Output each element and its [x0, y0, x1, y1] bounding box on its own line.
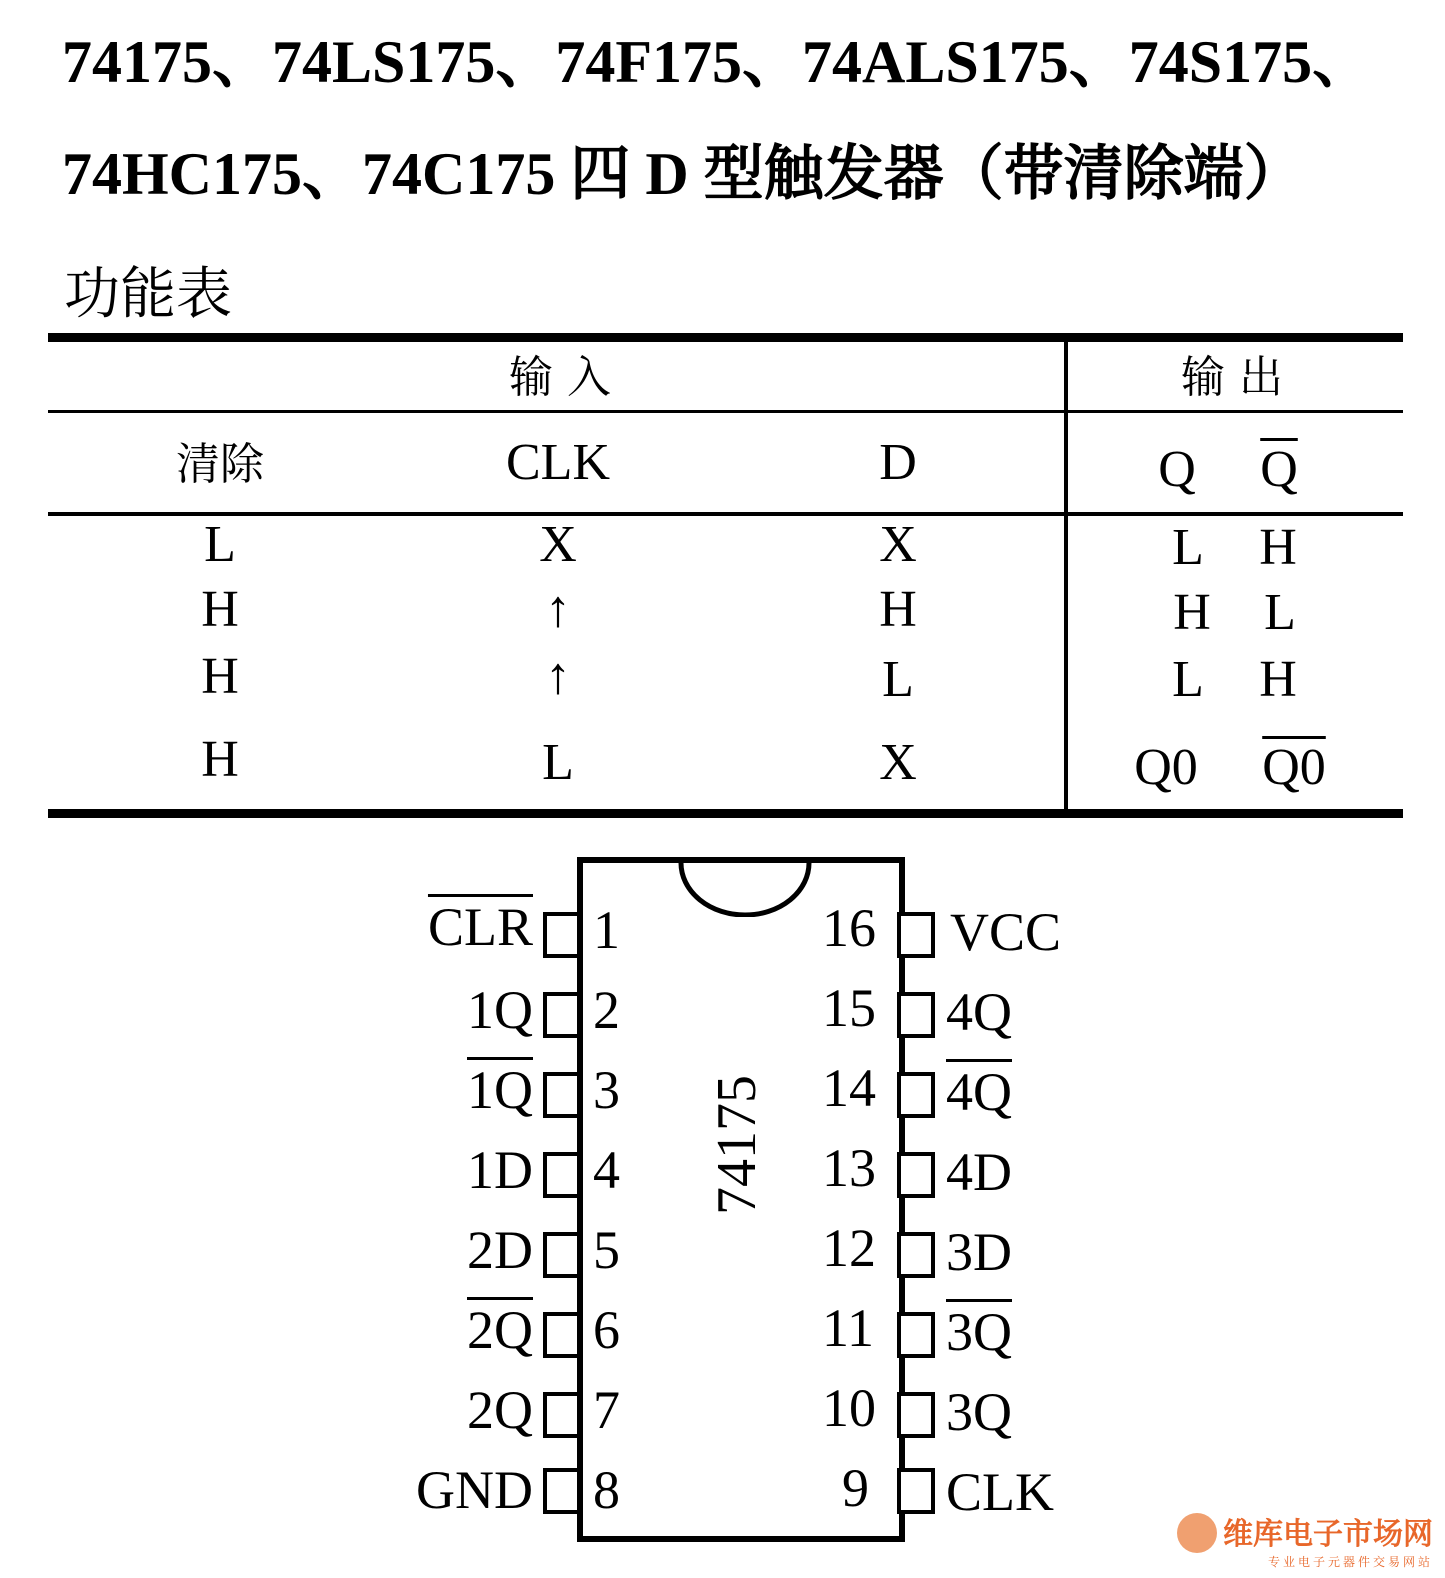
table-cell: H: [879, 581, 917, 638]
pin-3-label: 1Q: [467, 1060, 533, 1120]
table-cell: L: [882, 651, 914, 708]
pin-1: [543, 912, 581, 958]
pin-4: [543, 1152, 581, 1198]
pin-14-number: 14: [822, 1058, 876, 1118]
pin-11-label: 3Q: [946, 1302, 1012, 1362]
pin-15: [897, 992, 935, 1038]
table-cell: L: [204, 516, 236, 573]
pin-9-number: 9: [842, 1458, 869, 1518]
pin-6-number: 6: [593, 1300, 620, 1360]
pin-8-number: 8: [593, 1460, 620, 1520]
table-cell: H: [1173, 584, 1211, 641]
pin-15-number: 15: [822, 978, 876, 1038]
pin-1-label: $\overline{CLR}$: [427, 897, 533, 957]
pin-10-number: 10: [822, 1378, 876, 1438]
pin-7: [543, 1392, 581, 1438]
pin1-notch: [677, 857, 817, 917]
pin-2-number: 2: [593, 980, 620, 1040]
pin-8-label: GND: [416, 1460, 533, 1520]
table-cell: H: [201, 648, 239, 705]
watermark-logo: [1223, 1509, 1433, 1570]
pin-1-number: 1: [593, 900, 620, 960]
col-header-q-bar: $\overline{Q}$: [1260, 441, 1298, 498]
watermark-main-text: 维库电子市场网: [1223, 1517, 1433, 1552]
pin-11: [897, 1312, 935, 1358]
inputs-header: 输 入: [509, 352, 611, 403]
pin-7-number: 7: [593, 1380, 620, 1440]
pin-13: [897, 1152, 935, 1198]
pin-13-number: 13: [822, 1138, 876, 1198]
pin-3: [543, 1072, 581, 1118]
table-cell: L: [542, 734, 574, 791]
pin-9-label: CLK: [946, 1462, 1054, 1522]
table-cell: ↑: [545, 581, 571, 638]
pin-14-label: 4Q: [946, 1062, 1012, 1122]
pin-4-number: 4: [593, 1140, 620, 1200]
pin-11-number: 11: [822, 1298, 874, 1358]
pin-5: [543, 1232, 581, 1278]
pin-16: [897, 912, 935, 958]
pin-7-label: 2Q: [467, 1380, 533, 1440]
table-cell: Q0: [1262, 739, 1326, 796]
table-cell: H: [201, 731, 239, 788]
table-cell: L: [1172, 519, 1204, 576]
function-table-heading: 功能表: [64, 262, 232, 327]
title-line-1: 74175、74LS175、74F175、74ALS175、74S175、: [62, 29, 1373, 95]
table-cell: L: [1264, 584, 1296, 641]
pin-2-label: 1Q: [467, 980, 533, 1040]
table-bottom-rule: [48, 809, 1403, 818]
col-header-clk: CLK: [506, 434, 610, 491]
outputs-header: 输 出: [1181, 352, 1283, 403]
table-top-rule: [48, 333, 1403, 342]
table-cell: Q0: [1134, 739, 1198, 796]
pin-5-label: 2D: [467, 1220, 533, 1280]
pin-10: [897, 1392, 935, 1438]
pin-5-number: 5: [593, 1220, 620, 1280]
table-cell: X: [539, 516, 577, 573]
col-header-d: D: [879, 434, 917, 491]
col-header-q: Q: [1158, 441, 1196, 498]
table-cell: H: [1259, 519, 1297, 576]
watermark-sub-text: 专业电子元器件交易网站: [1267, 1555, 1433, 1569]
pin-16-number: 16: [822, 898, 876, 958]
table-header-rule: [48, 410, 1403, 413]
table-cell: L: [1172, 651, 1204, 708]
pin-10-label: 3Q: [946, 1382, 1012, 1442]
pin-16-label: VCC: [950, 902, 1062, 962]
pin-8: [543, 1468, 581, 1514]
table-cell: ↑: [545, 648, 571, 705]
pin-13-label: 4D: [946, 1142, 1012, 1202]
pin-14: [897, 1072, 935, 1118]
table-cell: H: [201, 581, 239, 638]
pin-12: [897, 1232, 935, 1278]
pin-12-number: 12: [822, 1218, 876, 1278]
pin-4-label: 1D: [467, 1140, 533, 1200]
pin-6: [543, 1312, 581, 1358]
pin-12-label: 3D: [946, 1222, 1012, 1282]
col-header-clear: 清除: [176, 439, 264, 490]
title-line-2: 74HC175、74C175 四 D 型触发器（带清除端）: [62, 141, 1304, 207]
table-cell: X: [879, 734, 917, 791]
pin-15-label: 4Q: [946, 982, 1012, 1042]
table-cell: X: [879, 516, 917, 573]
table-cell: H: [1259, 651, 1297, 708]
pin-3-number: 3: [593, 1060, 620, 1120]
chip-label: 74175: [706, 1075, 768, 1215]
pin-2: [543, 992, 581, 1038]
pin-6-label: 2Q: [467, 1300, 533, 1360]
logo-icon: [1177, 1513, 1217, 1553]
pin-9: [897, 1468, 935, 1514]
